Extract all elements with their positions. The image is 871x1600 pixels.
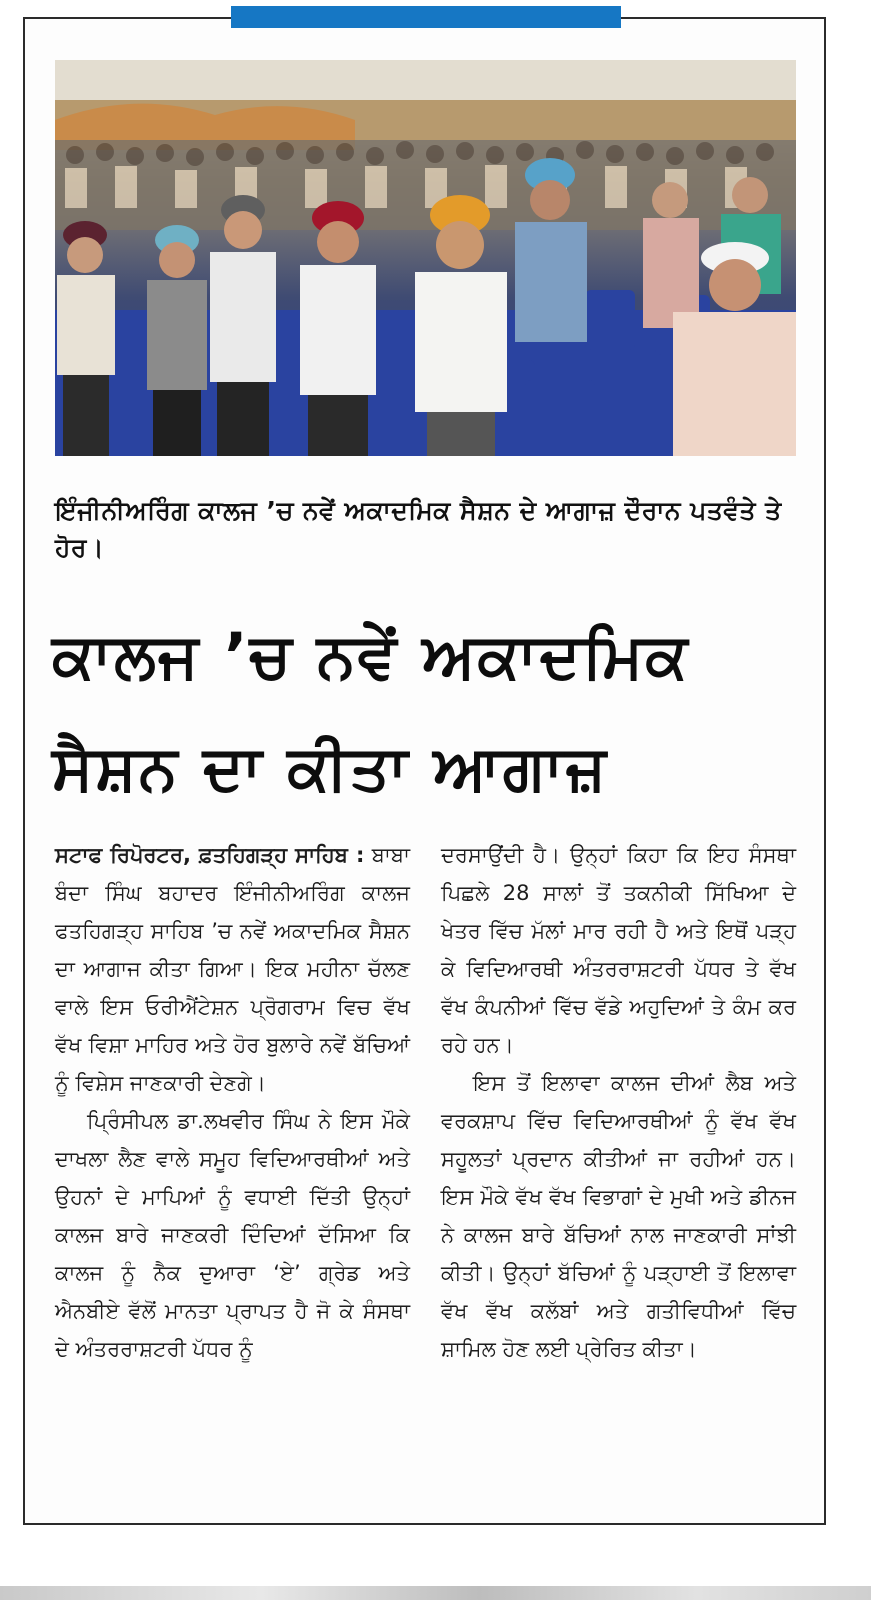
event-photo [55,60,796,456]
audience-illustration [55,60,796,456]
article-paragraph-1 [55,836,410,1102]
byline: ਸਟਾਫ ਰਿਪੋਰਟਰ, ਫ਼ਤਹਿਗੜ੍ਹ ਸਾਹਿਬ : [55,843,365,867]
headline-line-2: ਸੈਸ਼ਨ ਦਾ ਕੀਤਾ ਆਗਾਜ਼ [52,731,608,804]
photo-caption: ਇੰਜੀਨੀਅਰਿੰਗ ਕਾਲਜ ’ਚ ਨਵੇਂ ਅਕਾਦਮਿਕ ਸੈਸ਼ਨ ਦੇ ਆਗਾਜ਼ ਦੌਰਾਨ ਪਤਵੰਤੇ ਤੇ ਹੋਰ। [55,496,782,562]
scan-edge-strip [0,1586,871,1600]
article-headline [52,600,812,824]
section-color-bar [231,6,621,28]
paragraph-1-text: ਬਾਬਾ ਬੰਦਾ ਸਿੰਘ ਬਹਾਦਰ ਇੰਜੀਨੀਅਰਿੰਗ ਕਾਲਜ ਫਤਹਿਗੜ੍ਹ ਸਾਹਿਬ ’ਚ ਨਵੇਂ ਅਕਾਦਮਿਕ ਸੈਸ਼ਨ ਦਾ ਆਗਾਜ ਕੀਤਾ ਗਿਆ। ਇਕ ਮਹੀਨਾ ਚੱਲਣ ਵਾਲੇ ਇਸ ਓਰੀਐਂਟੇਸ਼ਨ ਪ੍ਰੋਗਰਾਮ ਵਿਚ ਵੱਖ ਵੱਖ ਵਿਸ਼ਾ ਮਾਹਿਰ ਅਤੇ ਹੋਰ ਬੁਲਾਰੇ ਨਵੇਂ ਬੱਚਿਆਂ ਨੂੰ ਵਿਸ਼ੇਸ ਜਾਣਕਾਰੀ ਦੇਣਗੇ। [55,843,410,1095]
article-column-left [55,836,410,1368]
article-column-right [441,836,796,1368]
article-paragraph-2: ਪ੍ਰਿੰਸੀਪਲ ਡਾ.ਲਖਵੀਰ ਸਿੰਘ ਨੇ ਇਸ ਮੌਕੇ ਦਾਖਲਾ ਲੈਣ ਵਾਲੇ ਸਮੂਹ ਵਿਦਿਆਰਥੀਆਂ ਅਤੇ ਉਹਨਾਂ ਦੇ ਮਾਪਿਆਂ ਨੂੰ ਵਧਾਈ ਦਿੱਤੀ ਉਨ੍ਹਾਂ ਕਾਲਜ ਬਾਰੇ ਜਾਣਕਰੀ ਦਿੰਦਿਆਂ ਦੱਸਿਆ ਕਿ ਕਾਲਜ ਨੂੰ ਨੈਕ ਦੁਆਰਾ ‘ਏ’ ਗ੍ਰੇਡ ਅਤੇ ਐਨਬੀਏ ਵੱਲੋਂ ਮਾਨਤਾ ਪ੍ਰਾਪਤ ਹੈ ਜੋ ਕੇ ਸੰਸਥਾ ਦੇ ਅੰਤਰਰਾਸ਼ਟਰੀ ਪੱਧਰ ਨੂੰ [55,1109,410,1361]
headline-line-1: ਕਾਲਜ ’ਚ ਨਵੇਂ ਅਕਾਦਮਿਕ [52,619,690,692]
article-paragraph-4: ਇਸ ਤੋਂ ਇਲਾਵਾ ਕਾਲਜ ਦੀਆਂ ਲੈਬ ਅਤੇ ਵਰਕਸ਼ਾਪ ਵਿੱਚ ਵਿਦਿਆਰਥੀਆਂ ਨੂੰ ਵੱਖ ਵੱਖ ਸਹੂਲਤਾਂ ਪ੍ਰਦਾਨ ਕੀਤੀਆਂ ਜਾ ਰਹੀਆਂ ਹਨ। ਇਸ ਮੌਕੇ ਵੱਖ ਵੱਖ ਵਿਭਾਗਾਂ ਦੇ ਮੁਖੀ ਅਤੇ ਡੀਨਜ ਨੇ ਕਾਲਜ ਬਾਰੇ ਬੱਚਿਆਂ ਨਾਲ ਜਾਣਕਾਰੀ ਸਾਂਝੀ ਕੀਤੀ। ਉਨ੍ਹਾਂ ਬੱਚਿਆਂ ਨੂੰ ਪੜ੍ਹਾਈ ਤੋਂ ਇਲਾਵਾ ਵੱਖ ਵੱਖ ਕਲੱਬਾਂ ਅਤੇ ਗਤੀਵਿਧੀਆਂ ਵਿੱਚ ਸ਼ਾਮਿਲ ਹੋਣ ਲਈ ਪ੍ਰੇਰਿਤ ਕੀਤਾ। [441,1071,796,1361]
article-paragraph-3: ਦਰਸਾਉਂਦੀ ਹੈ। ਉਨ੍ਹਾਂ ਕਿਹਾ ਕਿ ਇਹ ਸੰਸਥਾ ਪਿਛਲੇ 28 ਸਾਲਾਂ ਤੋਂ ਤਕਨੀਕੀ ਸਿੱਖਿਆ ਦੇ ਖੇਤਰ ਵਿੱਚ ਮੱਲਾਂ ਮਾਰ ਰਹੀ ਹੈ ਅਤੇ ਇਥੋਂ ਪੜ੍ਹ ਕੇ ਵਿਦਿਆਰਥੀ ਅੰਤਰਰਾਸ਼ਟਰੀ ਪੱਧਰ ਤੇ ਵੱਖ ਵੱਖ ਕੰਪਨੀਆਂ ਵਿੱਚ ਵੱਡੇ ਅਹੁਦਿਆਂ ਤੇ ਕੰਮ ਕਰ ਰਹੇ ਹਨ। [441,843,796,1057]
